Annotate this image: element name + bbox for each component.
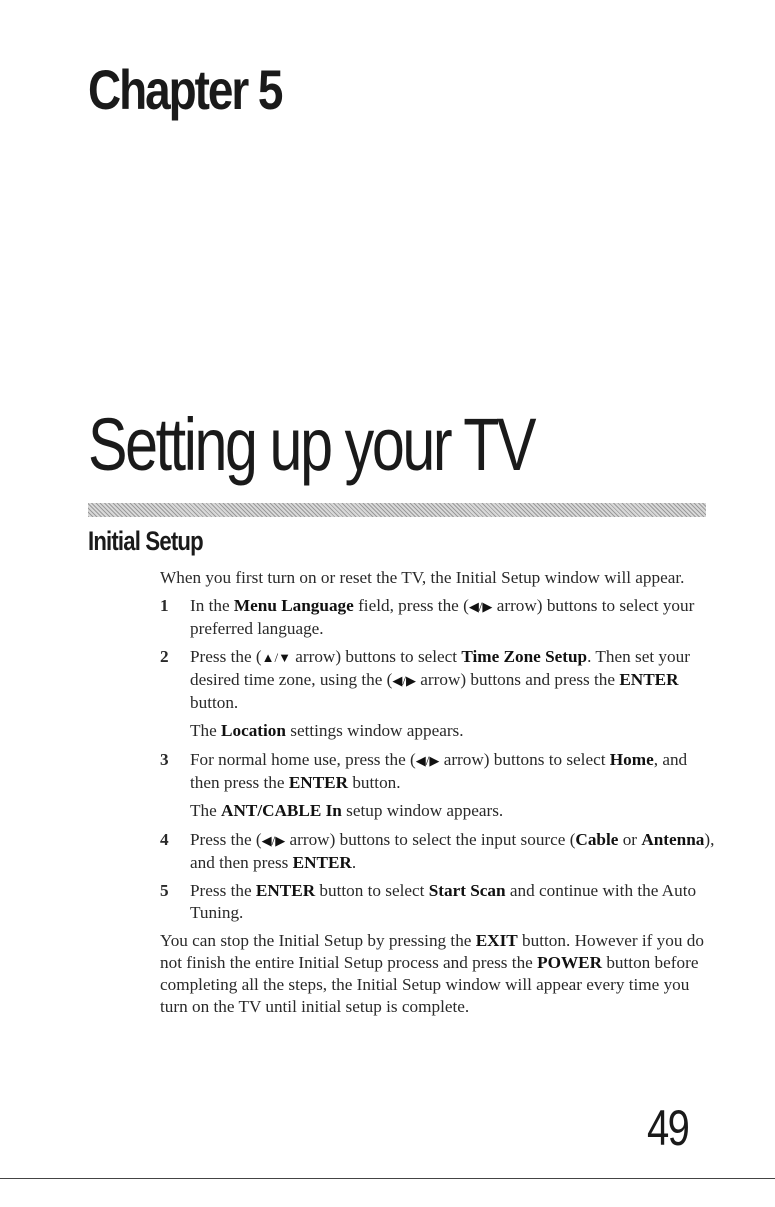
left-right-arrow-icon: ◀/▶ [468, 599, 493, 614]
page-title: Setting up your TV [88, 403, 535, 486]
page-number: 49 [647, 1100, 689, 1156]
step-5 [160, 880, 720, 924]
page-bottom-rule [0, 1178, 775, 1179]
intro-paragraph: When you first turn on or reset the TV, the Initial Setup window will appear. [160, 568, 685, 587]
step-3-result: The ANT/CABLE In setup window appears. [190, 801, 504, 820]
closing-paragraph: You can stop the Initial Setup by pressing the EXIT button. However if you do not finish the entire Initial Setup process and press the POWER button before completing all the steps, the Initial Setup window will appear every time you turn on the TV until initial setup is complete. [160, 931, 704, 1016]
step-number: 1 [160, 596, 169, 615]
step-3 [160, 749, 720, 794]
left-right-arrow-icon: ◀/▶ [261, 833, 286, 848]
step-number: 4 [160, 830, 169, 849]
step-1 [160, 595, 720, 640]
section-divider [88, 503, 706, 517]
step-number: 5 [160, 881, 169, 900]
section-heading: Initial Setup [88, 526, 203, 556]
chapter-label: Chapter 5 [88, 58, 282, 121]
step-number: 2 [160, 647, 169, 666]
step-text: Press the ENTER button to select Start Scan and continue with the Auto Tuning. [190, 881, 697, 922]
step-2 [160, 646, 720, 714]
section-body [160, 567, 720, 1018]
step-text: For normal home use, press the (◀/▶ arrow) buttons to select Home, and then press the ENTER button. [190, 750, 688, 792]
up-down-arrow-icon: ▲/▼ [261, 650, 291, 665]
step-2-result: The Location settings window appears. [190, 721, 464, 740]
left-right-arrow-icon: ◀/▶ [415, 753, 440, 768]
step-4 [160, 829, 720, 874]
step-text: Press the (▲/▼ arrow) buttons to select Time Zone Setup. Then set your desired time zone, using the (◀/▶ arrow) buttons and press the ENTER button. [190, 647, 690, 712]
step-number: 3 [160, 750, 169, 769]
step-text: Press the (◀/▶ arrow) buttons to select the input source (Cable or Antenna), and then press ENTER. [190, 830, 715, 872]
left-right-arrow-icon: ◀/▶ [392, 673, 416, 688]
step-text: In the Menu Language field, press the (◀/▶ arrow) buttons to select your preferred language. [190, 596, 695, 638]
